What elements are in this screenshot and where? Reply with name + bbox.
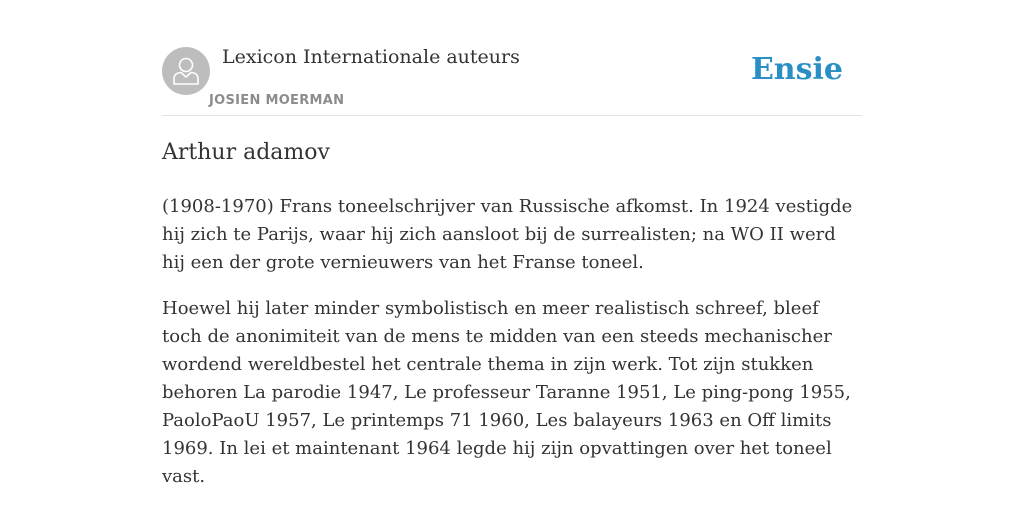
article-body bbox=[162, 193, 862, 509]
article-title: Arthur adamov bbox=[162, 140, 330, 165]
author-name[interactable]: JOSIEN MOERMAN bbox=[209, 93, 345, 108]
article-paragraph: Hoewel hij later minder symbolistisch en meer realistisch schreef, bleef toch de anonimiteit van de mens te midden van een steeds mechanischer wordend wereldbestel het centrale thema in zijn werk. Tot zijn stukken behoren La parodie 1947, Le professeur Taranne 1951, Le ping-pong 1955, PaoloPaoU 1957, Le printemps 71 1960, Les balayeurs 1963 en Off limits 1969. In lei et maintenant 1964 legde hij zijn opvattingen over het toneel vast. bbox=[162, 298, 851, 487]
article-card bbox=[162, 40, 862, 487]
avatar[interactable] bbox=[162, 47, 210, 95]
article-header bbox=[162, 40, 862, 116]
user-icon bbox=[172, 56, 200, 86]
lexicon-title[interactable]: Lexicon Internationale auteurs bbox=[222, 46, 520, 68]
article-paragraph: (1908-1970) Frans toneelschrijver van Russische afkomst. In 1924 vestigde hij zich te Parijs, waar hij zich aansloot bij de surrealisten; na WO II werd hij een der grote vernieuwers van het Franse toneel. bbox=[162, 196, 853, 273]
ensie-logo[interactable]: Ensie bbox=[750, 52, 843, 87]
